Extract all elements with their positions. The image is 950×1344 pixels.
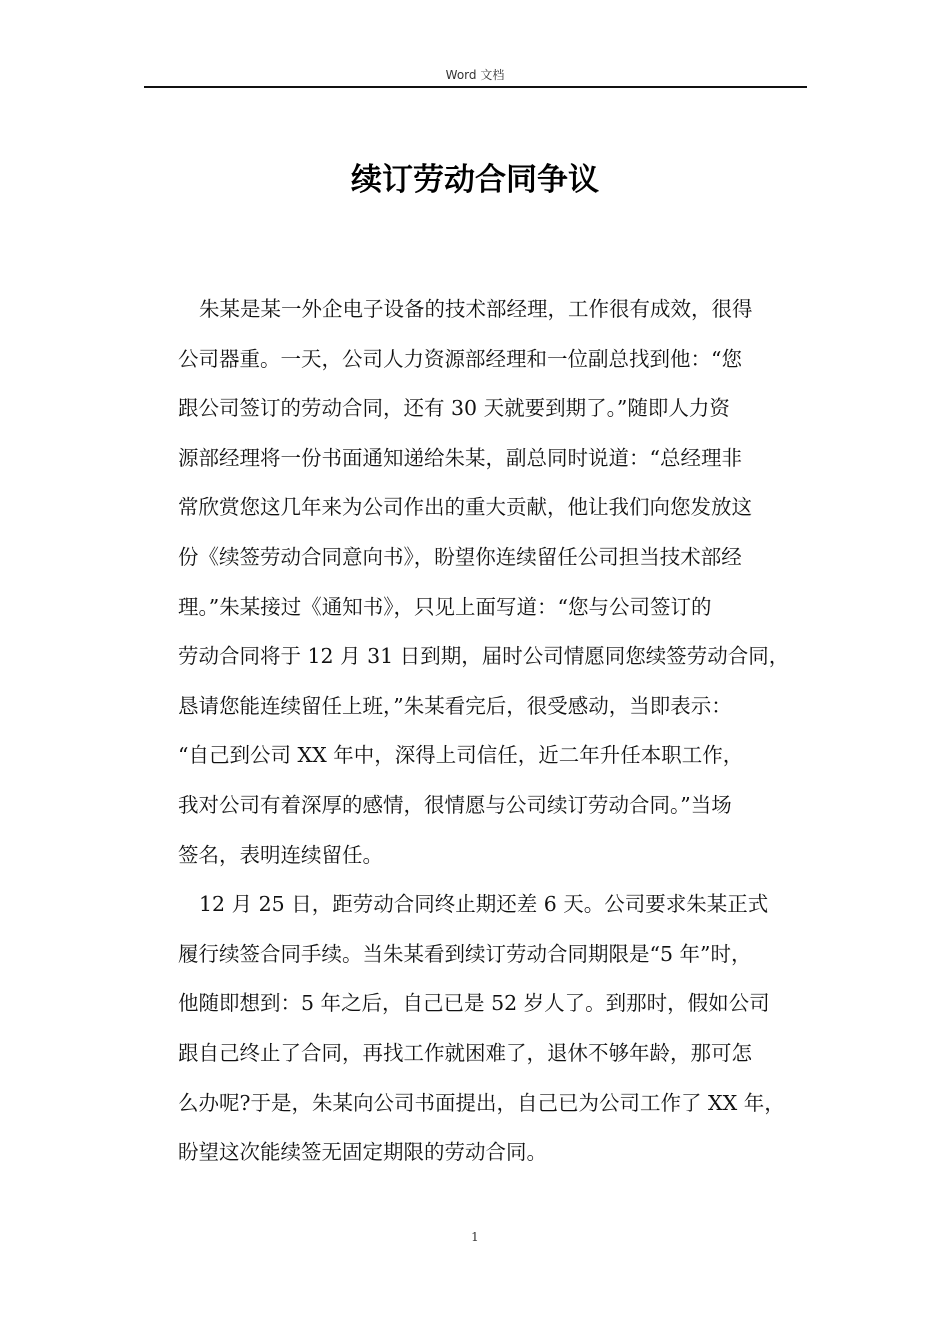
paragraph-1-line-9: 恳请您能连续留任上班，”朱某看完后，很受感动，当即表示： [178,693,732,718]
paragraph-2-line-5: 么办呢?于是，朱某向公司书面提出，自己已为公司工作了 XX 年， [178,1090,785,1115]
paragraph-1-line-8: 劳动合同将于 12 月 31 日到期，届时公司情愿同您续签劳动合同， [178,644,790,669]
paragraph-1-line-5: 常欣赏您这几年来为公司作出的重大贡献，他让我们向您发放这 [178,495,752,520]
paragraph-2-line-4: 跟自己终止了合同，再找工作就困难了，退休不够年龄，那可怎 [178,1040,752,1065]
paragraph-2-line-2: 履行续签合同手续。当朱某看到续订劳动合同期限是“5 年”时， [178,941,752,966]
paragraph-1-line-4: 源部经理将一份书面通知递给朱某，副总同时说道：“总经理非 [178,445,742,470]
header-divider [144,86,807,88]
page-number: 1 [471,1230,479,1244]
paragraph-1-line-1: 朱某是某一外企电子设备的技术部经理，工作很有成效，很得 [199,297,753,321]
paragraph-1-line-2: 公司器重。一天，公司人力资源部经理和一位副总找到他：“您 [178,346,742,371]
paragraph-1-line-7: 理。”朱某接过《通知书》，只见上面写道：“您与公司签订的 [178,594,712,619]
paragraph-1-line-12: 签名，表明连续留任。 [178,842,383,867]
document-body [178,285,808,1178]
paragraph-1-line-6: 份《续签劳动合同意向书》，盼望你连续留任公司担当技术部经 [178,544,742,569]
paragraph-2-line-1: 12 月 25 日，距劳动合同终止期还差 6 天。公司要求朱某正式 [199,892,769,917]
paragraph-1-line-3: 跟公司签订的劳动合同，还有 30 天就要到期了。”随即人力资 [178,396,730,421]
paragraph-1-line-11: 我对公司有着深厚的感情，很情愿与公司续订劳动合同。”当场 [178,792,732,817]
document-title: 续订劳动合同争议 [351,162,599,198]
paragraph-2-line-6: 盼望这次能续签无固定期限的劳动合同。 [178,1140,547,1165]
paragraph-2-line-3: 他随即想到：5 年之后，自己已是 52 岁人了。到那时，假如公司 [178,991,770,1016]
paragraph-1-line-10: “自己到公司 XX 年中，深得上司信任，近二年升任本职工作， [178,743,744,768]
header-label: Word 文档 [445,68,505,82]
